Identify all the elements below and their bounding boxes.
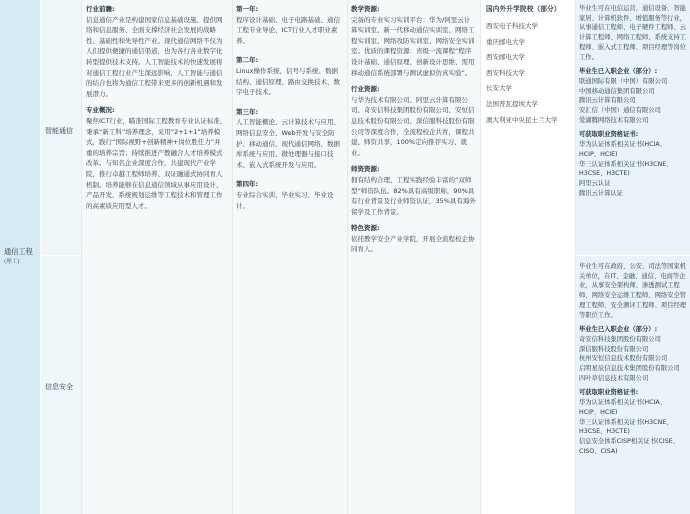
career-sec-cert-title: 可获取职业资格证书:: [579, 389, 639, 397]
major-sub: (理工): [4, 259, 20, 265]
university-item: 西安电子科技大学: [486, 22, 538, 30]
university-item: 澳大利亚中央昆士兰大学: [486, 115, 558, 124]
direction-info-security: 信息安全: [45, 383, 73, 391]
divider: [480, 0, 481, 514]
industry-resources-title: 行业资源:: [351, 85, 380, 94]
cert-item: 阿里云认证: [579, 179, 611, 187]
university-item: 法国普瓦提埃大学: [486, 99, 538, 108]
industry-resources-text: 与华为技术有限公司、阿里云计算有限公司、奇安信科技集团股份有限公司、安恒信息技术股份有限公司、深信服科技股份有限公司等深度合作，全流程校企共育，课程共建、师资共享，100%定向推荐实习、就业。: [351, 95, 475, 157]
university-item: 重庆邮电大学: [486, 37, 525, 46]
employer-item: 启明星辰信息技术集团股份有限公司: [579, 365, 680, 373]
employer-item: 腾讯云计算有限公司: [579, 97, 636, 105]
employer-item: 中国移动通信集团有限公司: [579, 87, 655, 95]
university-list: [486, 19, 572, 128]
employer-item: 爱湖腾网络技术有限公司: [579, 116, 649, 124]
faculty-resources-text: 拥有结构合理、工程实践经验丰富的“双师型”师资队伍。82%具有高级职称，90%具有行业背景及行业师资认证，35%具有海外留学及工作背景。: [351, 175, 476, 216]
special-resources-text: 依托教学安全产业学院，开展全流程校企协同育人。: [351, 234, 475, 254]
cert-item: 信息安全体系CISP相关证书(CISE、CISO、CISA): [579, 437, 679, 455]
divider: [81, 0, 82, 514]
special-resources-title: 特色资源:: [351, 224, 380, 233]
career-comm-block: [579, 4, 687, 198]
year2-title: 第二年:: [236, 56, 259, 65]
overview-text: 聚焦ICT行业，瞄准国际工程教育专业认证标准，秉承“新工科”培养理念，采用“2+1+1”培养模式，践行“国际视野+创新精神+岗位胜任力”并重的培养宗旨；持续推进产教融合人才培养模式改革。与知名企业深度合作，共建现代产业学院，推行卓越工程师培养、双证融通式协同育人机制。培养能够在信息通信领域从事应用设计、产品开发、系统规划运维等工程技术和管理工作的高素质应用型人才。: [86, 116, 227, 210]
employer-item: 深信服科技股份有限公司: [579, 345, 649, 353]
cert-item: 华三认证体系相关证书(H3CNE、H3CSE、H3CTE): [579, 418, 673, 436]
divider: [575, 0, 576, 514]
employer-item: 联通国际有限（中国）有限公司: [579, 77, 668, 85]
major-name: 通信工程 (理工): [4, 247, 33, 265]
career-sec-block: [579, 262, 687, 456]
career-sec-employers-title: 毕业生已入职企业（部分）:: [579, 326, 658, 334]
divider: [232, 0, 233, 514]
year4-title: 第四年:: [236, 180, 259, 189]
year3-courses: 人工智能概论、云计算技术与应用、网络信息安全、Web开发与安全防护、移动通信、现代通信网络、数据库系统与应用、微处理器与接口技术、嵌入式系统开发与应用。: [236, 118, 340, 169]
university-item: 长安大学: [486, 84, 512, 93]
year1-courses: 程序设计基础、电子电路基础、通信工程专业导论、ICT行业人才职业素养。: [236, 15, 340, 45]
faculty-resources-title: 师资资源:: [351, 165, 380, 174]
employer-item: 杭州安恒信息技术股份有限公司: [579, 355, 668, 363]
overview-title: 专业概况:: [86, 106, 115, 115]
resources-block: [351, 4, 476, 255]
row-divider: [41, 255, 81, 256]
prospects-block: [86, 4, 227, 211]
direction-intelligent-comm: 智能通信: [45, 127, 73, 135]
teaching-resources-text: 完备的专业实习实训平台：华为/阿里云计算实训室、新一代移动通信实训室、网络工程实训室、网络攻防实训室、网络安全实训室；优质的课程资源：省级一流课程“程序设计基础、通信原理、创新设计思维、需用移动通信系统部署与测试虚拟仿真实验”。: [351, 15, 475, 77]
universities-title: 国内外升学院校（部分）: [486, 5, 561, 13]
prospects-text: 信息通信产业是构建国家信息基础设施、提供网络和信息服务、全面支撑经济社会发展的战略性、基础性和先导性产业。现代通信网络不仅为人们提供便捷的通信渠道，也为各行各业数字化转型提供技术支持。人工智能技术的快速发展将对通信工程行业产生深远影响，人工智能与通信的结合也将为通信工程带来更多的创新机遇和发展潜力。: [86, 15, 223, 98]
career-comm-scope: 毕业生可在电信运营、通信设备、智能家居、计算机软件、增值服务等行业，从事通信工程师、电子硬件工程师、云计算工程师、网络工程师、系统支持工程师、嵌入式工程师、项目经理等岗位工作。: [579, 5, 687, 61]
direction-column: [41, 0, 81, 514]
career-sec-scope: 毕业生可在政府、公安、司法等国家机关单位，在IT、金融、通信、电商等企业，从事安全架构师、渗透测试工程师、网络安全运维工程师、网络安全管理工程师、安全测评工程师、项目经理等职位工作。: [579, 263, 687, 319]
cert-item: 腾讯云计算认证: [579, 189, 624, 197]
career-comm-cert-title: 可获取职业资格证书:: [579, 131, 639, 139]
curriculum-block: [236, 4, 343, 211]
career-comm-employers-title: 毕业生已入职企业（部分）:: [579, 68, 658, 76]
prospects-title: 行业前瞻:: [86, 5, 115, 13]
universities-block: [486, 4, 572, 128]
cert-item: 华为认证体系相关证书(HCIA、HCIP、HCIE): [579, 141, 667, 158]
university-item: 西安科技大学: [486, 68, 525, 77]
divider: [347, 0, 348, 514]
year3-title: 第三年:: [236, 107, 259, 116]
year1-title: 第一年:: [236, 5, 259, 13]
employer-item: 安汇信（中国）通信有限公司: [579, 107, 661, 115]
year4-courses: 专业综合实训、毕业实习、毕业设计。: [236, 190, 334, 210]
cert-item: 华为认证体系相关证书(HCIA、HCIP、HCIE): [579, 399, 667, 416]
university-item: 西安邮电大学: [486, 53, 525, 62]
row-divider: [575, 255, 690, 256]
cert-item: 华三认证体系相关证书(H3CNE、H3CSE、H3CTE): [579, 160, 673, 178]
year2-courses: Linux操作系统、信号与系统、数据结构、通信原理、路由交换技术、数字电子技术。: [236, 66, 340, 97]
employer-item: 四叶草信息技术有限公司: [579, 374, 649, 382]
teaching-resources-title: 教学资源:: [351, 5, 380, 13]
employer-item: 奇安信科技集团股份有限公司: [579, 335, 661, 343]
